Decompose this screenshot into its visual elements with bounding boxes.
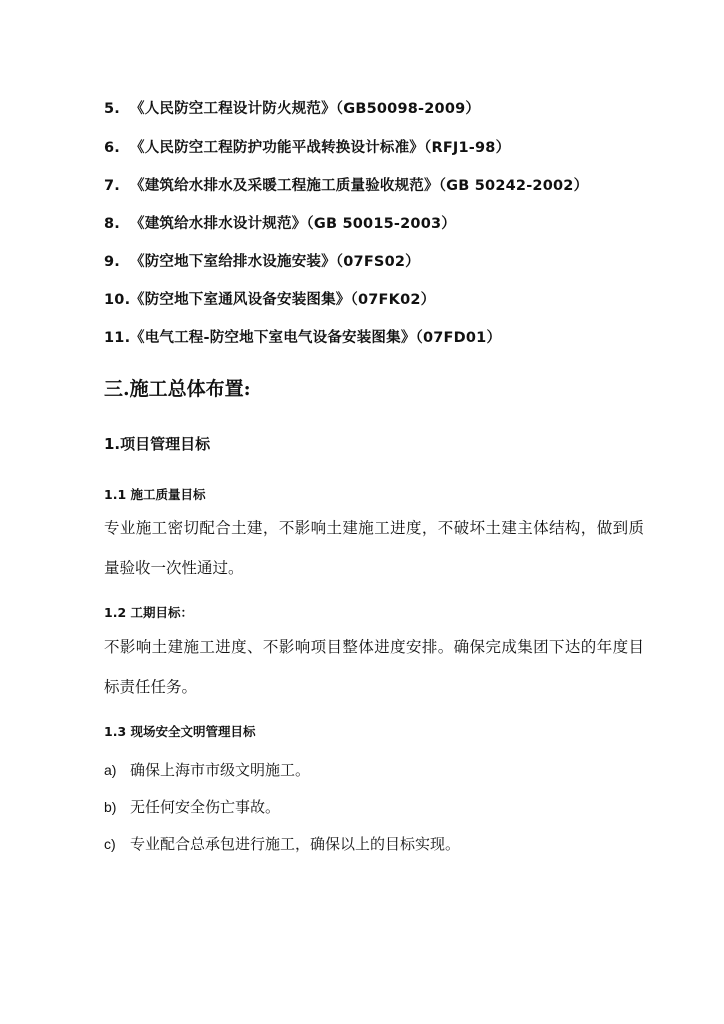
reference-number: 7. <box>104 178 120 194</box>
reference-number: 9. <box>104 254 120 270</box>
reference-text: 《建筑给水排水及采暖工程施工质量验收规范》（GB 50242-2002） <box>130 178 589 194</box>
subsection-heading: 1.项目管理目标 <box>104 435 211 453</box>
reference-item <box>104 326 501 347</box>
reference-number: 6. <box>104 140 120 156</box>
reference-number: 11. <box>104 330 131 346</box>
reference-item <box>104 97 480 118</box>
reference-number: 8. <box>104 216 120 232</box>
safety-goal-heading: 1.3 现场安全文明管理目标 <box>104 724 256 739</box>
reference-item <box>104 212 456 233</box>
reference-item <box>104 288 435 309</box>
reference-item <box>104 136 510 157</box>
reference-number: 10. <box>104 292 131 308</box>
quality-goal-body: 专业施工密切配合土建，不影响土建施工进度，不破坏土建主体结构，做到质量验收一次性通过。 <box>104 519 644 577</box>
reference-text: 《电气工程-防空地下室电气设备安装图集》（07FD01） <box>130 330 502 346</box>
list-item <box>104 759 310 780</box>
reference-text: 《人民防空工程设计防火规范》（GB50098-2009） <box>130 101 481 117</box>
reference-text: 《防空地下室给排水设施安装》（07FS02） <box>130 254 420 270</box>
list-marker: a) <box>104 762 117 778</box>
reference-text: 《人民防空工程防护功能平战转换设计标准》（RFJ1-98） <box>130 140 511 156</box>
list-text: 确保上海市市级文明施工。 <box>130 761 311 779</box>
reference-number: 5. <box>104 101 120 117</box>
quality-goal-heading: 1.1 施工质量目标 <box>104 487 206 502</box>
schedule-goal-body: 不影响土建施工进度、不影响项目整体进度安排。确保完成集团下达的年度目标责任任务。 <box>104 638 644 696</box>
reference-item <box>104 174 588 195</box>
list-marker: c) <box>104 836 116 852</box>
schedule-goal-heading: 1.2 工期目标： <box>104 605 193 620</box>
list-marker: b) <box>104 799 117 815</box>
list-text: 专业配合总承包进行施工，确保以上的目标实现。 <box>130 835 461 853</box>
list-item <box>104 796 280 817</box>
list-item <box>104 833 460 854</box>
reference-item <box>104 250 420 271</box>
list-text: 无任何安全伤亡事故。 <box>130 798 281 816</box>
reference-text: 《防空地下室通风设备安装图集》（07FK02） <box>130 292 436 308</box>
section-heading: 三.施工总体布置: <box>104 378 251 400</box>
reference-text: 《建筑给水排水设计规范》（GB 50015-2003） <box>130 216 456 232</box>
